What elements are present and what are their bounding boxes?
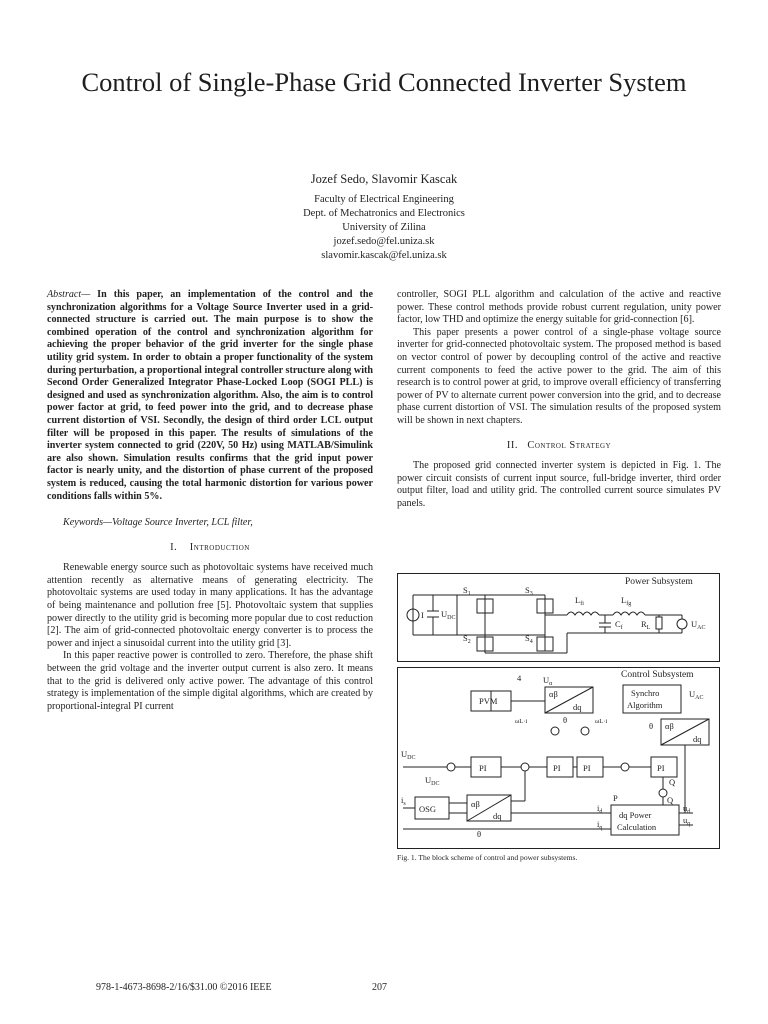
sum-node (521, 763, 529, 771)
label-uac: $U_{AC}$ (691, 619, 706, 631)
label-udc: $U_{DC}$ (441, 609, 456, 621)
email-1: jozef.sedo@fel.uniza.sk (333, 236, 435, 247)
label-four: 4 (517, 673, 522, 683)
label-is: $i_s$ (401, 795, 406, 807)
affiliation (0, 193, 768, 263)
label-theta2: θ (563, 715, 568, 725)
label-p: P (613, 793, 618, 803)
label-ud: $u_d$ (683, 803, 691, 815)
label-dq2: dq (693, 734, 702, 744)
sum-node (447, 763, 455, 771)
section-heading-intro (47, 542, 373, 555)
label-pi-1: PI (479, 763, 487, 773)
label-dq1: dq (573, 702, 582, 712)
label-udc-ref: $U_{DC}$ (401, 749, 416, 761)
sum-node (621, 763, 629, 771)
affiliation-line: Faculty of Electrical Engineering (314, 194, 454, 205)
label-pi-3: PI (583, 763, 591, 773)
ac-source-icon (677, 619, 687, 629)
abstract-lead: Abstract— (47, 289, 91, 300)
label-lfg: $L_{fg}$ (621, 595, 632, 607)
figure-caption: Fig. 1. The block scheme of control and power subsystems. (397, 853, 578, 862)
label-omega1: ωL·i (515, 718, 528, 725)
paragraph: The proposed grid connected inverter system is depicted in Fig. 1. The power circuit consists of current input source, full-bridge inverter, third order output filter, load and utility grid. The controlled current source simulates PV panels. (397, 460, 721, 509)
label-ab3: αβ (471, 799, 480, 809)
affiliation-line: Dept. of Mechatronics and Electronics (303, 208, 465, 219)
label-ab1: αβ (549, 689, 558, 699)
label-pi-2: PI (553, 763, 561, 773)
figure-1 (397, 573, 721, 856)
label-theta1: θ (649, 721, 654, 731)
paragraph: controller, SOGI PLL algorithm and calculation of the active and reactive power. These control methods provide robust current regulation, unity power factor, low THD and optimize the energy suitable for grid-connection [6]. (397, 289, 721, 326)
keywords: Keywords—Voltage Source Inverter, LCL filter, (63, 517, 253, 529)
label-s3: $S_3$ (525, 585, 533, 597)
label-ualpha: $U_\alpha$ (543, 675, 553, 687)
section-num: II. (506, 439, 518, 451)
label-q-ref: Q (669, 777, 676, 787)
affiliation-line: University of Zilina (342, 222, 426, 233)
resistor-rl (656, 617, 662, 629)
label-pi-4: PI (657, 763, 665, 773)
paragraph: In this paper reactive power is controlled to zero. Therefore, the phase shift between the grid voltage and the inverter output current is also zero. It means that to the grid is delivered only active power. The advantage of this control strategy is implementation of the simple digital algorithms, which are created by proportional-integral PI current (47, 650, 373, 712)
label-rl: $R_L$ (641, 619, 651, 631)
label-osg: OSG (419, 804, 437, 814)
paper-title: Control of Single-Phase Grid Connected Inverter System (81, 67, 687, 97)
label-s2: $S_2$ (463, 633, 471, 645)
control-subsystem-box (398, 668, 720, 849)
control-subsystem-title: Control Subsystem (621, 670, 694, 680)
label-id: $i_d$ (597, 803, 603, 815)
label-ab2: αβ (665, 721, 674, 731)
footer-isbn: 978-1-4673-8698-2/16/$31.00 ©2016 IEEE (96, 982, 272, 993)
label-cf: $C_f$ (615, 619, 623, 631)
label-dq3: dq (493, 811, 502, 821)
label-uac2: $U_{AC}$ (689, 689, 704, 701)
paragraph: Renewable energy source such as photovoltaic systems have received much attention recently as alternative means of generating electricity. The photovoltaic systems are used today in many applications. It has the advantage of being maintenance and pollution free [5]. Photovoltaic system that supplies power directly to the utility grid is becoming more popular due to cost reduction [2]. The aim of grid-connected photovoltaic energy converter is to process the power and inject a sinusoidal current into the utility grid [3]. (47, 562, 373, 649)
authors: Jozef Sedo, Slavomir Kascak (310, 172, 458, 186)
label-s1: $S_1$ (463, 585, 471, 597)
sum-node (551, 727, 559, 735)
label-theta3: θ (477, 829, 482, 839)
page-number: 207 (372, 982, 387, 993)
label-omega2: ωL·i (595, 718, 608, 725)
abstract-text: In this paper, an implementation of the control and the synchronization algorithms for a Voltage Source Inverter used in a grid-connected structure is carried out. The main purpose is to show the combined operation of the control and synchronization algorithm for achieving the proper behavior of the grid inverter for the single phase utility grid system. In order to obtain a proper functionality of the system during perturbation, a proportional integral controller structure along with Second Order Generalized Integrator Phase-Locked Loop (SOGI PLL) is designed and used as synchronization algorithm. Also, the aim is to control power factor at grid, to feed power into the grid, and to decrease phase current distortion of VSI. Secondly, the design of third order LCL output filter will be proposed in this paper. The results of simulations of the inverter system connected to grid (220V, 50 Hz) using MATLAB/Simulink are also shown. Simulation results confirms that the grid input power factor is nearly unity, and the distortion of phase current of the proposed system is reduced, causing the total harmonic distortion for various power conditions falls within 5%. (47, 289, 373, 502)
block-diagram (397, 573, 721, 851)
section-heading-control (397, 440, 721, 453)
right-column (397, 289, 721, 511)
section-num: I. (170, 541, 178, 553)
label-synchro-1: Synchro (631, 688, 660, 698)
label-iq: $i_q$ (597, 819, 603, 831)
label-udc2: $U_{DC}$ (425, 775, 440, 787)
sum-node (659, 789, 667, 797)
section-title: Introduction (189, 541, 250, 553)
label-dq-power-1: dq Power (619, 810, 652, 820)
label-s4: $S_4$ (525, 633, 533, 645)
label-synchro-2: Algorithm (627, 700, 663, 710)
label-uq: $u_q$ (683, 815, 691, 827)
email-2: slavomir.kascak@fel.uniza.sk (321, 250, 447, 261)
paragraph: This paper presents a power control of a single-phase voltage source inverter for grid-connected photovoltaic system. The proposed method is based on vector control of power by decoupling control of the active and reactive current components to feed the active power to the grid. The aim of this research is to control power at grid, to improve overall efficiency of transferring power of PV to alternate current power conversion into the grid, and to decrease phase current distortion of VSI. The simulation results of the proposed system will be shown in next chapters. (397, 326, 721, 426)
label-q: Q (667, 795, 674, 805)
label-lfi: $L_{fi}$ (575, 595, 584, 607)
section-title: Control Strategy (527, 439, 612, 451)
label-i: I (421, 610, 424, 620)
abstract (47, 289, 373, 503)
sum-node (581, 727, 589, 735)
label-dq-power-2: Calculation (617, 822, 657, 832)
label-pvm: PVM (479, 696, 498, 706)
power-subsystem-title: Power Subsystem (625, 577, 693, 587)
left-column (47, 289, 373, 713)
